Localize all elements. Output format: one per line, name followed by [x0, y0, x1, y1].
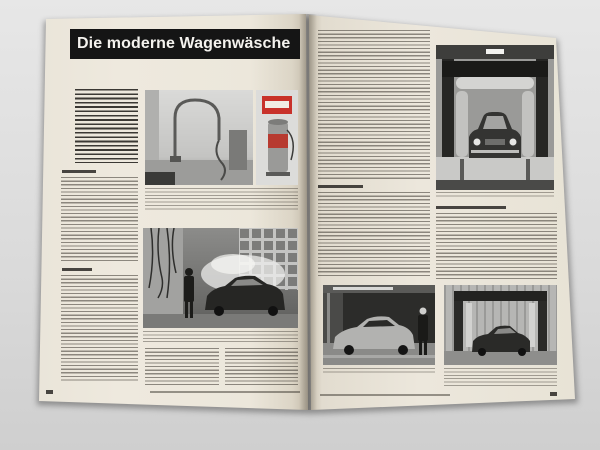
section-heading [436, 206, 506, 209]
page-number [550, 392, 557, 396]
page-footer [150, 391, 300, 393]
photo-wash-gantry [436, 45, 554, 190]
title-banner [70, 29, 300, 59]
machine-box [229, 130, 247, 170]
page-number [46, 390, 53, 394]
section-heading [62, 170, 96, 173]
body-text-column [318, 30, 430, 180]
body-text-column [318, 192, 430, 278]
photo-washing-hose [145, 90, 253, 185]
photo-brush-gantry [444, 285, 557, 365]
photo-canister [256, 90, 298, 185]
section-heading [62, 268, 92, 271]
photo-caption [145, 188, 298, 212]
ceiling-lamp [486, 49, 504, 54]
page-footer [320, 394, 450, 396]
photo-caption [436, 192, 554, 199]
article-title: Die moderne Wagenwäsche [77, 35, 291, 52]
intro-paragraph [75, 89, 138, 163]
body-text-column [225, 348, 298, 385]
photo-caption [444, 368, 557, 386]
body-text-column [145, 348, 219, 385]
body-text-column [61, 275, 138, 383]
photo-caption [323, 368, 435, 375]
photo-caption [143, 331, 298, 343]
red-sign [262, 96, 292, 114]
photo-car-wash-bay [143, 228, 298, 328]
spine-shadow [299, 14, 317, 410]
body-text-column [436, 213, 557, 281]
photo-wash-tunnel [323, 285, 435, 365]
section-heading [318, 185, 363, 188]
body-text-column [61, 177, 138, 263]
